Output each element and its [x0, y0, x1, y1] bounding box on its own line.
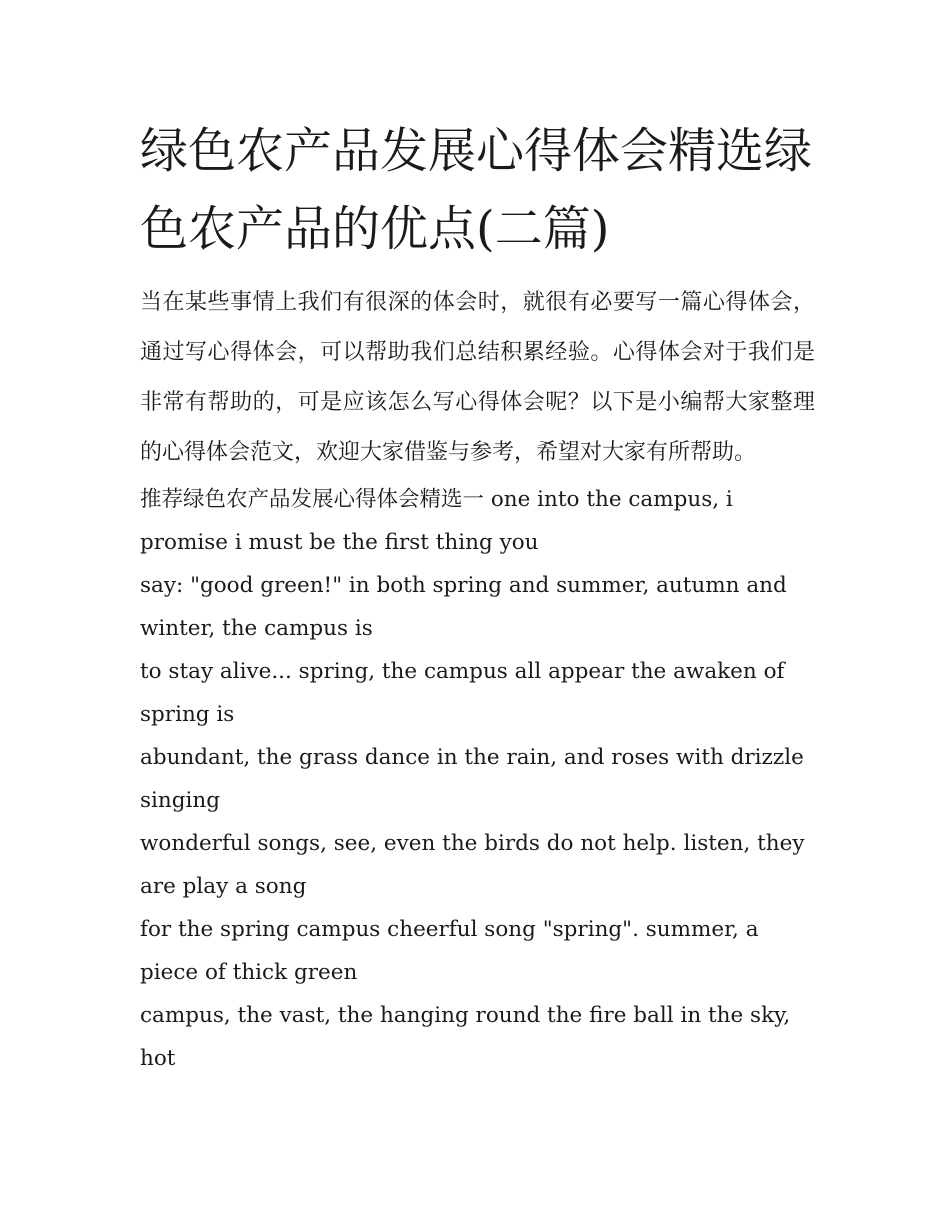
body-line: wonderful songs, see, even the birds do not help. listen, they are play a song	[140, 831, 805, 899]
body-line: abundant, the grass dance in the rain, and roses with drizzle singing	[140, 745, 804, 813]
body-line: for the spring campus cheerful song "spring". summer, a piece of thick green	[140, 917, 759, 985]
intro-paragraph: 当在某些事情上我们有很深的体会时，就很有必要写一篇心得体会，通过写心得体会，可以帮助我们总结积累经验。心得体会对于我们是非常有帮助的，可是应该怎么写心得体会呢？以下是小编帮大家整理的心得体会范文，欢迎大家借鉴与参考，希望对大家有所帮助。	[140, 290, 815, 465]
body-line: 推荐绿色农产品发展心得体会精选一 one into the campus, i promise i must be the first thing you	[140, 487, 733, 555]
body-line: to stay alive... spring, the campus all appear the awaken of spring is	[140, 659, 785, 727]
body-line: say: "good green!" in both spring and summer, autumn and winter, the campus is	[140, 573, 787, 641]
document-title: 绿色农产品发展心得体会精选绿色农产品的优点(二篇)	[140, 123, 813, 257]
body-paragraph	[140, 478, 815, 1080]
document-content	[140, 112, 815, 1080]
body-line: campus, the vast, the hanging round the fire ball in the sky, hot	[140, 1003, 791, 1071]
